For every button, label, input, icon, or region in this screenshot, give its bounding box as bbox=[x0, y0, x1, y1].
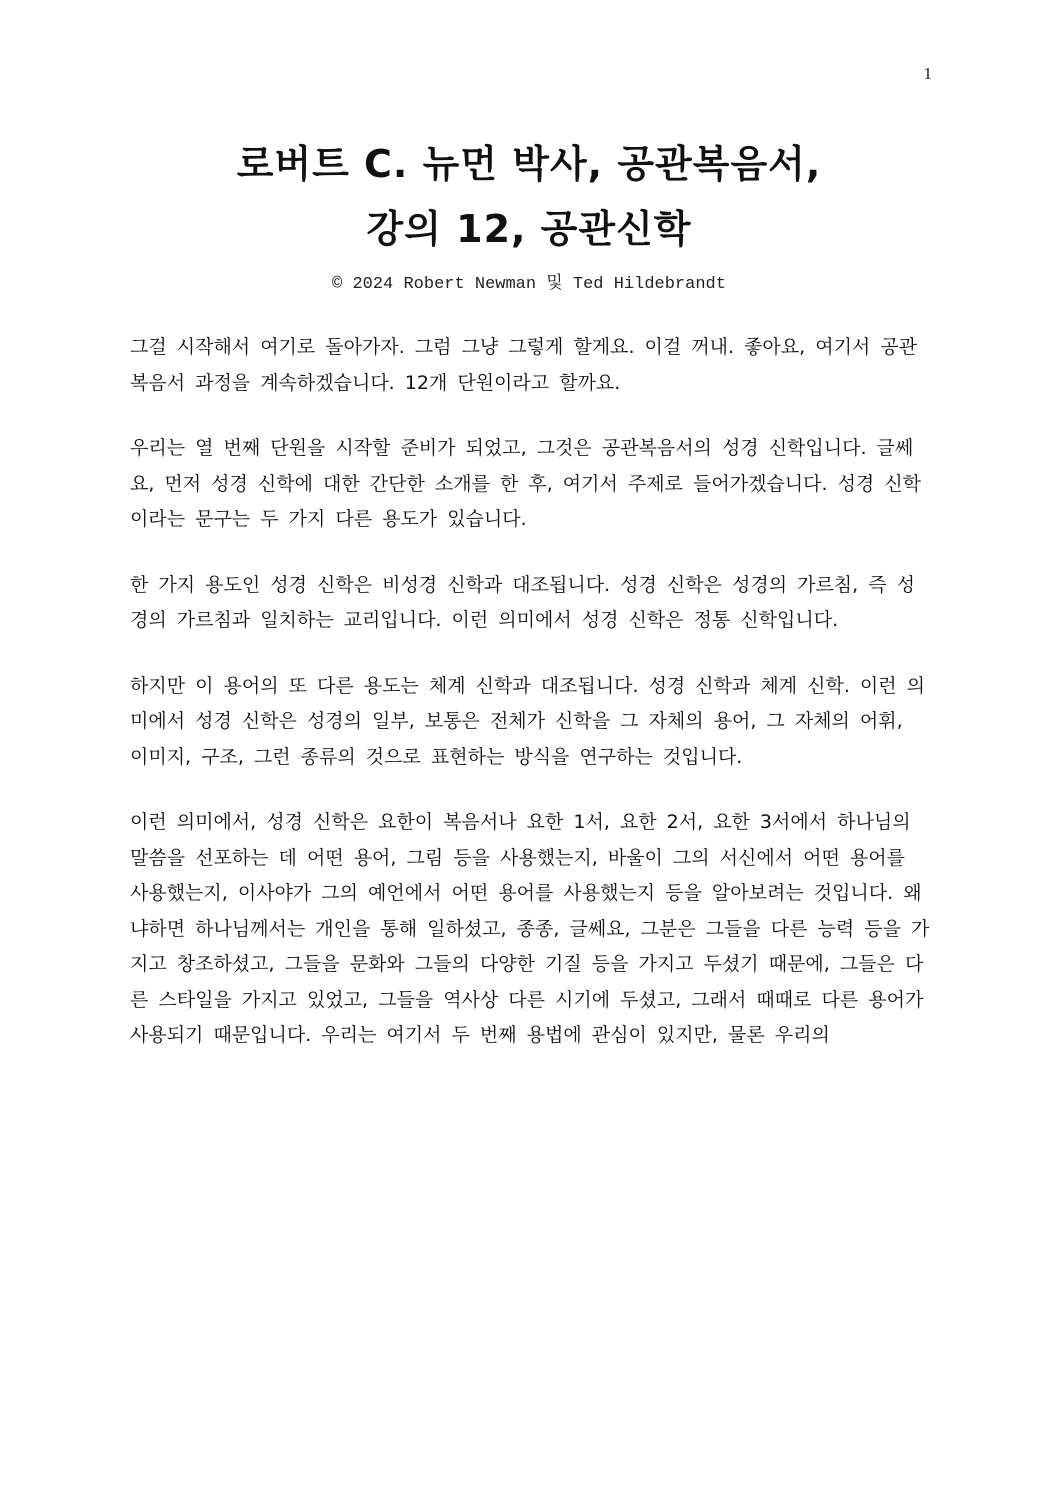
document-title-line-2: 강의 12, 공관신학 bbox=[366, 207, 692, 251]
copyright-notice: © 2024 Robert Newman 및 Ted Hildebrandt bbox=[332, 275, 726, 294]
document-body bbox=[130, 330, 930, 1084]
paragraph: 그걸 시작해서 여기로 돌아가자. 그럼 그냥 그렇게 할게요. 이걸 꺼내. 좋아요, 여기서 공관복음서 과정을 계속하겠습니다. 12개 단원이라고 할까요. bbox=[130, 336, 918, 394]
page-number: 1 bbox=[923, 64, 932, 83]
paragraph: 한 가지 용도인 성경 신학은 비성경 신학과 대조됩니다. 성경 신학은 성경의 가르침, 즉 성경의 가르침과 일치하는 교리입니다. 이런 의미에서 성경 신학은 정통 신학입니다. bbox=[130, 573, 915, 631]
document-title-line-1: 로버트 C. 뉴먼 박사, 공관복음서, bbox=[236, 142, 822, 186]
paragraph: 이런 의미에서, 성경 신학은 요한이 복음서나 요한 1서, 요한 2서, 요한 3서에서 하나님의 말씀을 선포하는 데 어떤 용어, 그림 등을 사용했는지, 바울이 그의 서신에서 어떤 용어를 사용했는지, 이사야가 그의 예언에서 어떤 용어를 사용했는지 등을 알아보려는 것입니다. 왜냐하면 하나님께서는 개인을 통해 일하셨고, 종종, 글쎄요, 그분은 그들을 다른 능력 등을 가지고 창조하셨고, 그들을 문화와 그들의 다양한 기질 등을 가지고 두셨기 때문에, 그들은 다른 스타일을 가지고 있었고, 그들을 역사상 다른 시기에 두셨고, 그래서 때때로 다른 용어가 사용되기 때문입니다. 우리는 여기서 두 번째 용법에 관심이 있지만, 물론 우리의 bbox=[130, 811, 930, 1046]
paragraph: 하지만 이 용어의 또 다른 용도는 체계 신학과 대조됩니다. 성경 신학과 체계 신학. 이런 의미에서 성경 신학은 성경의 일부, 보통은 전체가 신학을 그 자체의 용어, 그 자체의 어휘, 이미지, 구조, 그런 종류의 것으로 표현하는 방식을 연구하는 것입니다. bbox=[130, 674, 926, 768]
paragraph: 우리는 열 번째 단원을 시작할 준비가 되었고, 그것은 공관복음서의 성경 신학입니다. 글쎄요, 먼저 성경 신학에 대한 간단한 소개를 한 후, 여기서 주제로 들어가겠습니다. 성경 신학이라는 문구는 두 가지 다른 용도가 있습니다. bbox=[130, 437, 922, 530]
